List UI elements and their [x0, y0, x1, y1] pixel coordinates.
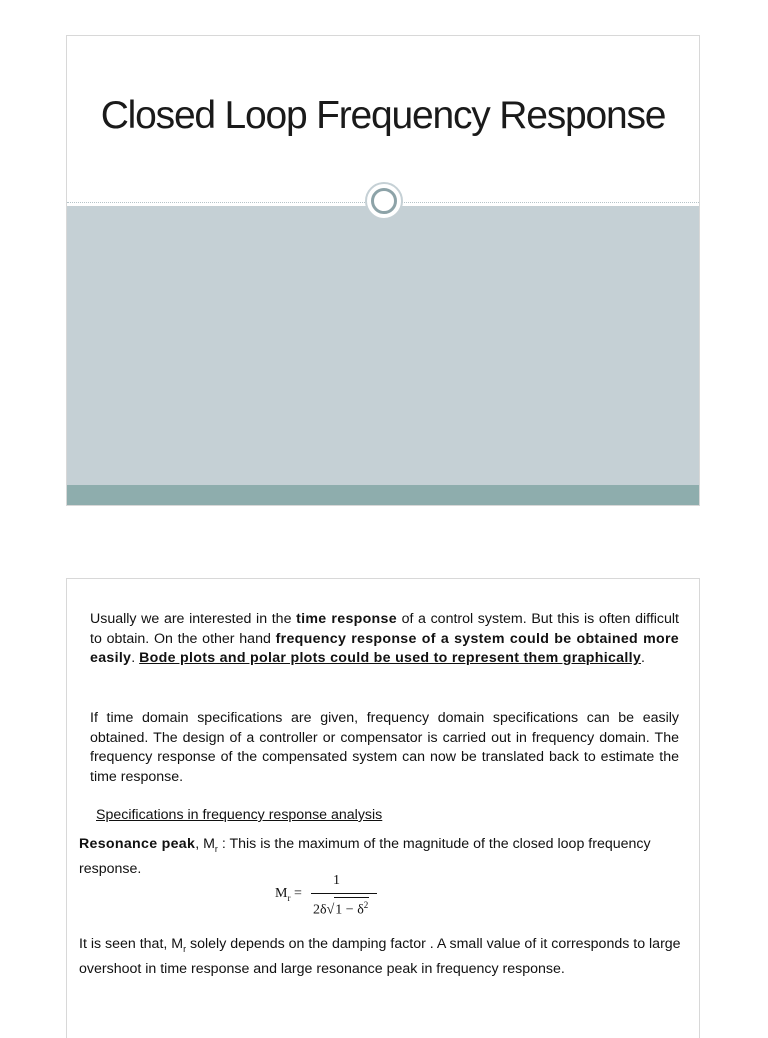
- ring-inner-icon: [371, 188, 397, 214]
- resonance-comma: ,: [195, 836, 204, 852]
- formula-equals: =: [290, 886, 302, 901]
- intro-underlined-bode: Bode plots and polar plots could be used to represent them graphically: [139, 650, 642, 666]
- radicand-text: 1 − δ: [335, 902, 364, 918]
- ring-icon: [365, 182, 403, 220]
- formula-lhs-sub: r: [287, 892, 291, 903]
- accent-bar: [67, 485, 699, 506]
- denominator-prefix: 2δ: [313, 902, 327, 918]
- slide-title: Closed Loop Frequency Response: [100, 94, 666, 137]
- decorative-band: [67, 206, 699, 485]
- intro-text-3: .: [131, 650, 140, 666]
- resonance-text: : This is the maximum of the magnitude of the closed loop frequency response.: [79, 836, 651, 877]
- intro-bold-frequency-response: frequency response of a system could be obtained more easily: [90, 630, 679, 666]
- radicand-sup: 2: [363, 900, 369, 910]
- intro-text-1: Usually we are interested in the: [90, 611, 297, 627]
- spec-heading: Specifications in frequency response analysis: [96, 807, 383, 823]
- radical-icon: √: [326, 902, 335, 918]
- followup-sub: r: [183, 943, 187, 954]
- intro-paragraph: [90, 610, 679, 669]
- intro-text-2: of a control system. But this is often difficult to obtain. On the other hand: [90, 611, 679, 647]
- domain-paragraph: If time domain specifications are given, frequency domain specifications can be easily obtained. The design of a controller or compensator is carried out in frequency domain. The frequency response of the compensated system can now be translated back to estimate the time response.: [90, 710, 679, 785]
- resonance-symbol-sub: r: [214, 843, 218, 854]
- resonance-formula: [275, 873, 385, 919]
- formula-lhs: [275, 886, 302, 903]
- resonance-definition: [79, 834, 691, 879]
- resonance-symbol: M: [203, 836, 215, 852]
- formula-numerator: 1: [333, 873, 340, 888]
- intro-text-4: .: [641, 650, 645, 666]
- title-slide: [66, 35, 700, 506]
- radicand: [334, 897, 369, 918]
- formula-lhs-symbol: M: [275, 886, 288, 901]
- resonance-followup: [79, 934, 691, 979]
- intro-bold-time-response: time response: [296, 611, 397, 627]
- followup-text-1: It is seen that, M: [79, 936, 184, 952]
- formula-denominator: [313, 897, 369, 919]
- followup-text-2: solely depends on the damping factor . A small value of it corresponds to large overshoot in time response and large resonance peak in frequency response.: [79, 936, 681, 977]
- fraction-bar: [311, 893, 377, 894]
- resonance-label: Resonance peak: [79, 836, 196, 852]
- content-slide: [66, 578, 700, 1038]
